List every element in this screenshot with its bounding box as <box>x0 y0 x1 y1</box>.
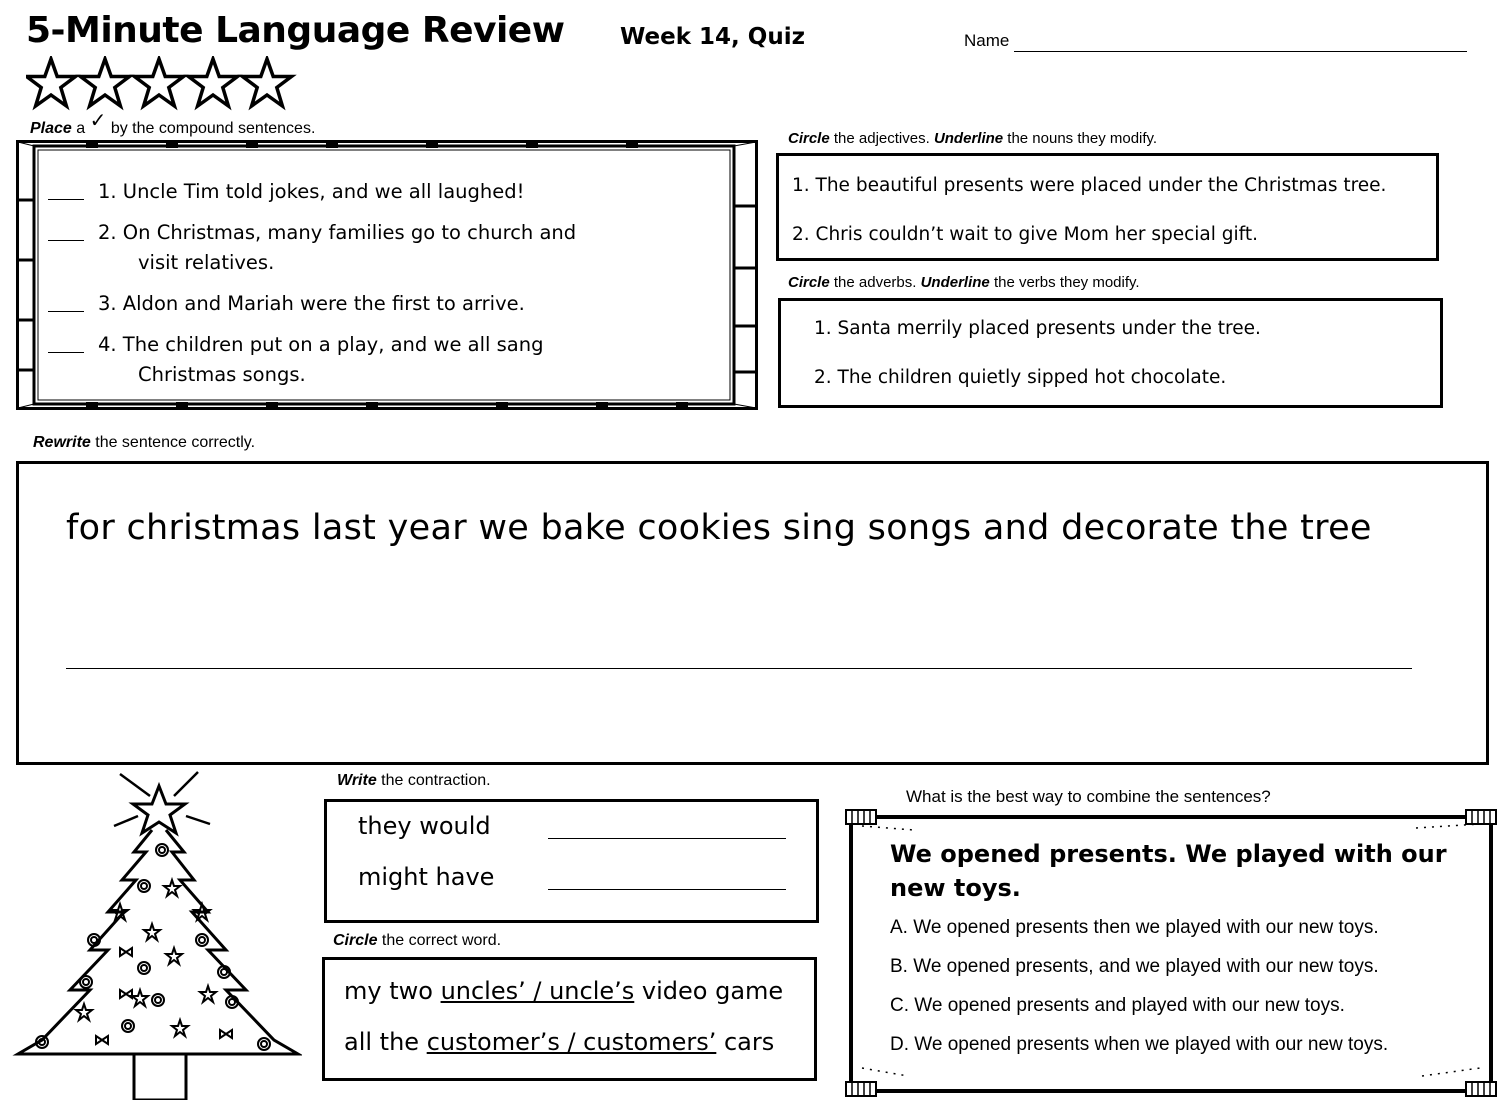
compound-instruction: Place a ✓ by the compound sentences. <box>30 110 316 137</box>
correct-word-box <box>322 957 817 1081</box>
word-choice[interactable]: uncles’ / uncle’s <box>440 977 635 1005</box>
checkmark-icon: ✓ <box>89 110 107 132</box>
contraction-instruction: Write the contraction. <box>337 772 491 789</box>
contraction-answer-line[interactable] <box>548 838 786 839</box>
rewrite-box <box>16 461 1489 765</box>
star-outline-icon[interactable] <box>189 59 238 106</box>
combine-option[interactable]: A. We opened presents then we played with our new toys. <box>890 917 1379 938</box>
compound-item[interactable]: 3. Aldon and Mariah were the first to arrive. <box>48 292 525 315</box>
rewrite-sentence: for christmas last year we bake cookies sing songs and decorate the tree <box>66 508 1372 548</box>
compound-item-continuation: Christmas songs. <box>138 363 306 386</box>
correct-word-instruction: Circle the correct word. <box>333 932 502 949</box>
combine-option[interactable]: B. We opened presents, and we played with our new toys. <box>890 956 1379 977</box>
combine-option[interactable]: D. We opened presents when we played with our new toys. <box>890 1034 1389 1055</box>
correct-word-phrase: all the customer’s / customers’ cars <box>344 1028 775 1056</box>
star-rating[interactable] <box>26 56 298 112</box>
instruction-verb: Place <box>30 120 72 137</box>
compound-item-continuation: visit relatives. <box>138 251 275 274</box>
adjective-sentence[interactable]: 2. Chris couldn’t wait to give Mom her special gift. <box>792 224 1258 245</box>
compound-item[interactable]: 4. The children put on a play, and we all sang <box>48 333 543 356</box>
contraction-phrase: might have <box>358 863 495 891</box>
combine-question: What is the best way to combine the sentences? <box>906 787 1271 806</box>
week-label: Week 14, Quiz <box>620 24 805 50</box>
contraction-phrase: they would <box>358 812 491 840</box>
name-field[interactable] <box>1014 51 1467 52</box>
adverbs-box <box>778 298 1443 408</box>
star-outline-icon[interactable] <box>243 59 292 106</box>
answer-blank[interactable] <box>48 240 84 241</box>
christmas-tree-icon <box>12 768 302 1100</box>
combine-prompt: We opened presents. We played with our <box>890 840 1447 868</box>
adjective-sentence[interactable]: 1. The beautiful presents were placed under the Christmas tree. <box>792 175 1387 196</box>
star-outline-icon[interactable] <box>81 59 130 106</box>
name-label: Name <box>964 31 1010 50</box>
rewrite-answer-line[interactable] <box>66 668 1412 669</box>
adverb-sentence[interactable]: 2. The children quietly sipped hot chocolate. <box>814 367 1227 388</box>
word-choice[interactable]: customer’s / customers’ <box>426 1028 717 1056</box>
correct-word-phrase: my two uncles’ / uncle’s video game <box>344 977 784 1005</box>
star-outline-icon[interactable] <box>135 59 184 106</box>
adverb-sentence[interactable]: 1. Santa merrily placed presents under the tree. <box>814 318 1261 339</box>
compound-item[interactable]: 1. Uncle Tim told jokes, and we all laughed! <box>48 180 524 203</box>
answer-blank[interactable] <box>48 352 84 353</box>
combine-option[interactable]: C. We opened presents and played with our new toys. <box>890 995 1345 1016</box>
adjectives-instruction: Circle the adjectives. Underline the nouns they modify. <box>788 130 1158 147</box>
adverbs-instruction: Circle the adverbs. Underline the verbs they modify. <box>788 274 1140 291</box>
page-title: 5-Minute Language Review <box>26 10 565 51</box>
compound-item[interactable]: 2. On Christmas, many families go to church and <box>48 221 576 244</box>
combine-prompt: new toys. <box>890 874 1021 902</box>
answer-blank[interactable] <box>48 199 84 200</box>
star-outline-icon[interactable] <box>27 59 76 106</box>
rewrite-instruction: Rewrite the sentence correctly. <box>33 434 256 451</box>
answer-blank[interactable] <box>48 311 84 312</box>
contraction-answer-line[interactable] <box>548 889 786 890</box>
